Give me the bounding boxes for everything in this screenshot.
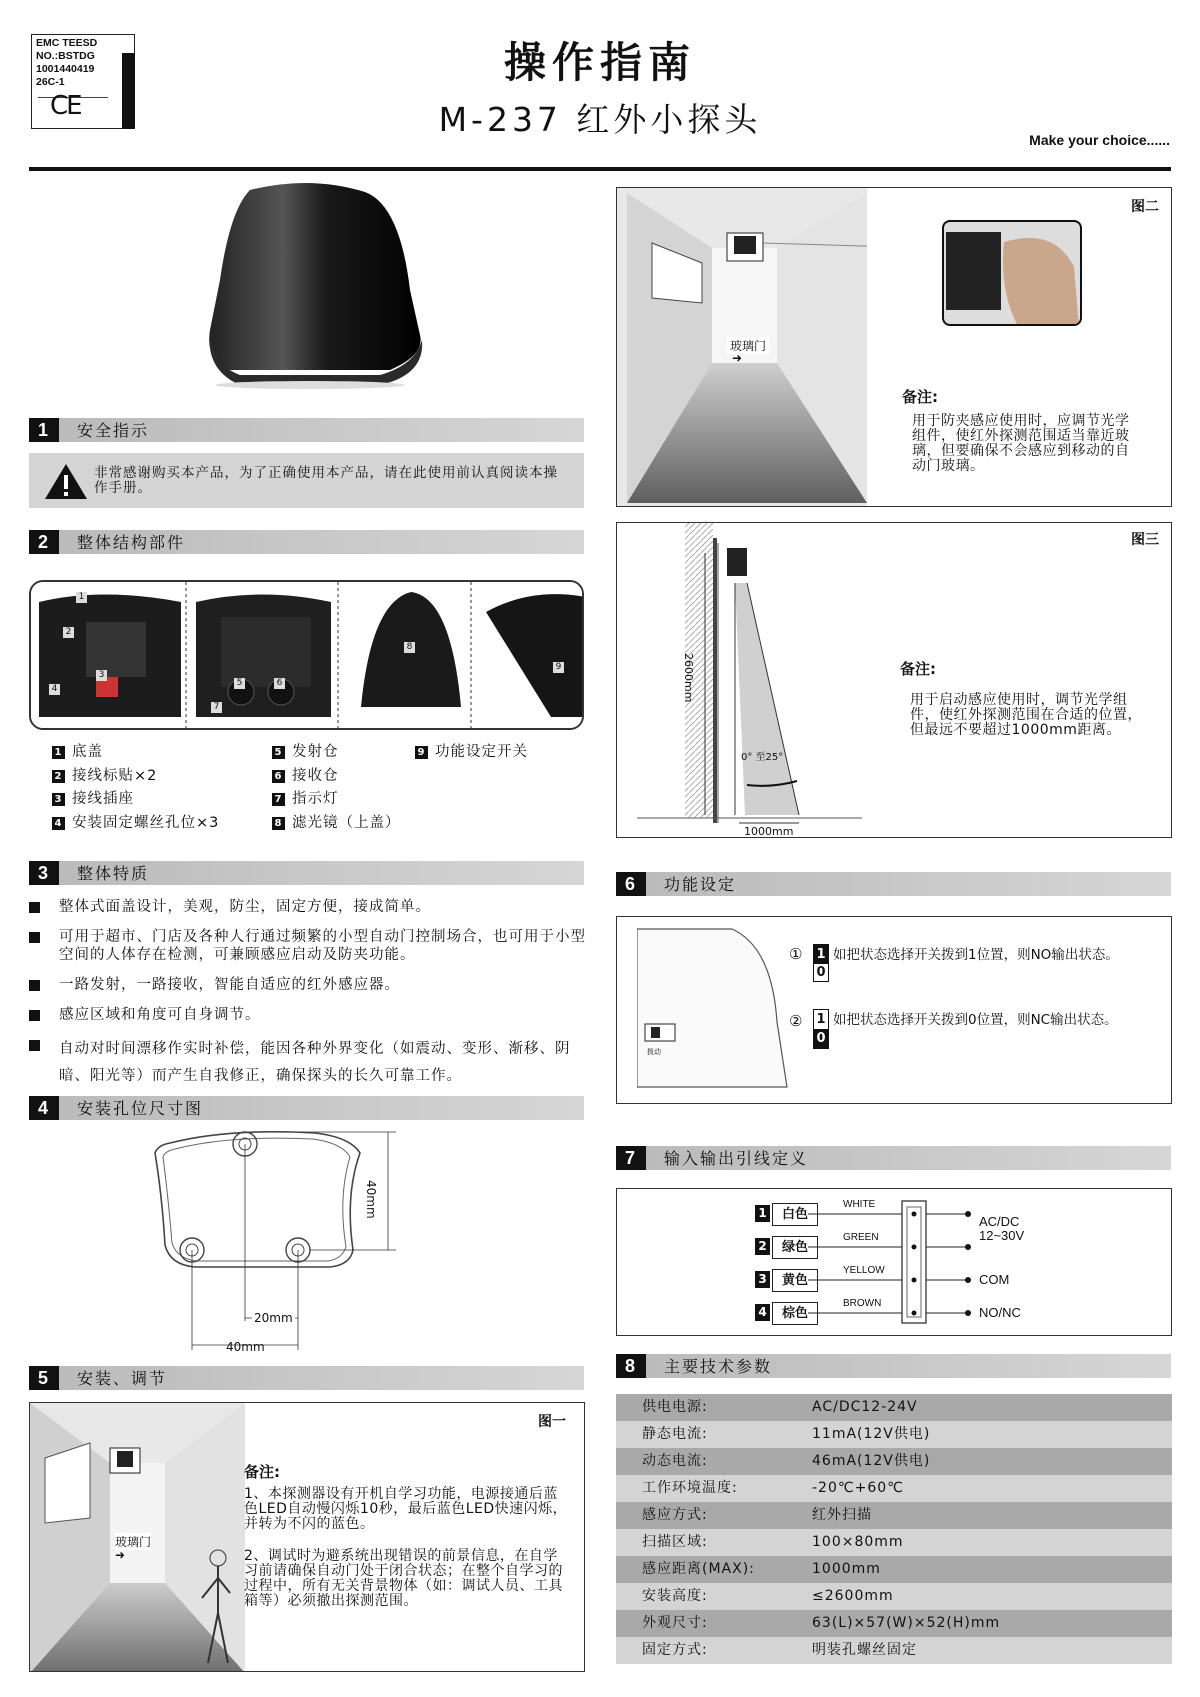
figure-1-box (29, 1402, 585, 1672)
wiring-diagram-box (616, 1188, 1172, 1336)
part-item: 6 接收仓 (272, 765, 401, 789)
page-subtitle: M-237 红外小探头 (438, 100, 762, 139)
figure-2-label: 图二 (1131, 199, 1159, 215)
option-1-text: 如把状态选择开关拨到1位置，则NO输出状态。 (833, 947, 1119, 963)
feature-item: 可用于超市、门店及各种人行通过频繁的小型自动门控制场合，也可用于小型空间的人体存在检测，可兼顾感应启动及防夹功能。 (29, 928, 589, 964)
fig3-note: 用于启动感应使用时，调节光学组件，使红外探测范围在合适的位置，但最远不要超过1000mm距离。 (910, 692, 1142, 738)
option-1-mark: ① (789, 945, 803, 963)
spec-table (616, 1394, 1172, 1664)
glass-door-label: 玻璃门 (115, 1535, 152, 1549)
technician-figure (190, 1543, 240, 1668)
page-title: 操作指南 (503, 38, 696, 87)
callout-4: 4 (49, 684, 60, 695)
install-height-label: 2600mm (682, 653, 695, 703)
spec-row: 感应方式: 红外扫描 (616, 1502, 1172, 1529)
detection-range-diagram (617, 523, 877, 838)
cert-line: EMC TEESD (36, 37, 98, 49)
note-2: 2、调试时为避系统出现错误的前景信息，在自学习前请确保自动门处于闭合状态；在整个自学习的过程中，所有无关背景物体（如：调试人员、工具箱等）必须撤出探测范围。 (244, 1548, 563, 1609)
callout-9: 9 (553, 662, 564, 673)
part-item: 3 接线插座 (52, 788, 219, 812)
cert-line: NO.:BSTDG (36, 50, 95, 62)
part-item: 9 功能设定开关 (415, 741, 528, 765)
wire-en-2: GREEN (843, 1232, 879, 1243)
dimension-height: 40mm (364, 1180, 378, 1219)
spec-row: 安装高度: ≤2600mm (616, 1583, 1172, 1610)
callout-1: 1 (76, 592, 87, 603)
callout-3: 3 (96, 670, 107, 681)
safety-warning (29, 453, 584, 508)
figure-1-label: 图一 (538, 1414, 566, 1430)
figure-3-box (616, 522, 1172, 838)
dip-switch-1: 1 0 (813, 944, 829, 982)
spec-row: 动态电流: 46mA(12V供电) (616, 1448, 1172, 1475)
warning-text: 非常感谢购买本产品，为了正确使用本产品，请在此使用前认真阅读本操作手册。 (94, 465, 558, 496)
note-1: 1、本探测器设有开机自学习功能，电源接通后蓝色LED自动慢闪烁10秒，最后蓝色LED快速闪烁，并转为不闪的蓝色。 (244, 1486, 568, 1532)
wire-en-3: YELLOW (843, 1265, 885, 1276)
arrow-icon: ➜ (732, 351, 743, 365)
figure-2-box (616, 187, 1172, 507)
spec-row: 扫描区域: 100×80mm (616, 1529, 1172, 1556)
spec-row: 固定方式: 明装孔螺丝固定 (616, 1637, 1172, 1664)
wire-row-3: 3 黄色 (755, 1269, 818, 1292)
output-power: AC/DC 12~30V (979, 1214, 1025, 1243)
output-nonc: NO/NC (979, 1305, 1021, 1320)
figure-3-label: 图三 (1131, 532, 1159, 548)
note-title: 备注: (244, 1463, 280, 1481)
dimension-width: 40mm (226, 1340, 265, 1354)
callout-6: 6 (274, 678, 285, 689)
spec-row: 工作环境温度: -20℃+60℃ (616, 1475, 1172, 1502)
dip-switch-2: 1 0 (813, 1009, 829, 1049)
option-2-text: 如把状态选择开关拨到0位置，则NC输出状态。 (833, 1012, 1118, 1028)
wire-en-4: BROWN (843, 1298, 882, 1309)
features-list (29, 898, 589, 1102)
ce-mark: CE (50, 91, 81, 121)
part-item: 2 接线标贴×2 (52, 765, 219, 789)
part-item: 1 底盖 (52, 741, 219, 765)
option-2-mark: ② (789, 1012, 803, 1030)
spec-row: 供电电源: AC/DC12-24V (616, 1394, 1172, 1421)
wire-en-1: WHITE (843, 1199, 876, 1210)
parts-illustration (31, 582, 584, 730)
slogan: Make your choice...... (1029, 132, 1170, 148)
wire-row-2: 2 绿色 (755, 1236, 818, 1259)
wire-row-4: 4 棕色 (755, 1302, 818, 1325)
section-7-header: 7 输入输出引线定义 (616, 1146, 1171, 1170)
spec-row: 感应距离(MAX): 1000mm (616, 1556, 1172, 1583)
spec-row: 静态电流: 11mA(12V供电) (616, 1421, 1172, 1448)
note-title: 备注: (902, 388, 938, 406)
dimension-mid: 20mm (254, 1311, 293, 1325)
cert-line: 1001440419 (36, 63, 95, 75)
section-3-header: 3 整体特质 (29, 861, 584, 885)
callout-7: 7 (211, 702, 222, 713)
note-title: 备注: (900, 660, 936, 678)
section-8-header: 8 主要技术参数 (616, 1354, 1171, 1378)
adjustment-closeup (942, 220, 1082, 326)
part-item: 5 发射仓 (272, 741, 401, 765)
product-photo (200, 180, 430, 415)
parts-list-right (415, 741, 528, 765)
function-setting-box (616, 916, 1172, 1104)
section-6-header: 6 功能设定 (616, 872, 1171, 896)
callout-5: 5 (234, 678, 245, 689)
arrow-icon: ➜ (115, 1548, 126, 1562)
section-5-header: 5 安装、调节 (29, 1366, 584, 1390)
fig2-note: 用于防夹感应使用时，应调节光学组件，使红外探测范围适当靠近玻璃，但要确保不会感应到移动的自动门玻璃。 (912, 413, 1130, 474)
parts-list-mid (272, 741, 401, 835)
part-item: 8 滤光镜（上盖） (272, 812, 401, 836)
output-com: COM (979, 1272, 1010, 1287)
distance-label: 1000mm (744, 825, 794, 838)
spec-row: 外观尺寸: 63(L)×57(W)×52(H)mm (616, 1610, 1172, 1637)
angle-label: 0° 至25° (741, 752, 784, 763)
feature-item: 整体式面盖设计，美观，防尘，固定方便，接成简单。 (29, 898, 589, 916)
section-2-header: 2 整体结构部件 (29, 530, 584, 554)
parts-photo-strip (29, 580, 584, 730)
feature-item: 一路发射，一路接收，智能自适应的红外感应器。 (29, 976, 589, 994)
part-item: 7 指示灯 (272, 788, 401, 812)
sensor-side-view (637, 927, 797, 1092)
section-1-header: 1 安全指示 (29, 418, 584, 442)
callout-8: 8 (404, 642, 415, 653)
warning-icon (44, 462, 88, 500)
switch-label: 拨动 (647, 1048, 661, 1056)
section-4-header: 4 安装孔位尺寸图 (29, 1096, 584, 1120)
cert-line: 26C-1 (36, 76, 65, 88)
parts-list-left (52, 741, 219, 835)
wire-row-1: 1 白色 (755, 1203, 818, 1226)
glass-door-label: 玻璃门 (727, 337, 769, 354)
header-rule (29, 167, 1171, 171)
feature-item: 自动对时间漂移作实时补偿，能因各种外界变化（如震动、变形、渐移、阴暗、阳光等）而产生自我修正，确保探头的长久可靠工作。 (29, 1036, 589, 1090)
wiring-lines (617, 1189, 1173, 1337)
part-item: 4 安装固定螺丝孔位×3 (52, 812, 219, 836)
callout-2: 2 (63, 627, 74, 638)
feature-item: 感应区域和角度可自身调节。 (29, 1006, 589, 1024)
